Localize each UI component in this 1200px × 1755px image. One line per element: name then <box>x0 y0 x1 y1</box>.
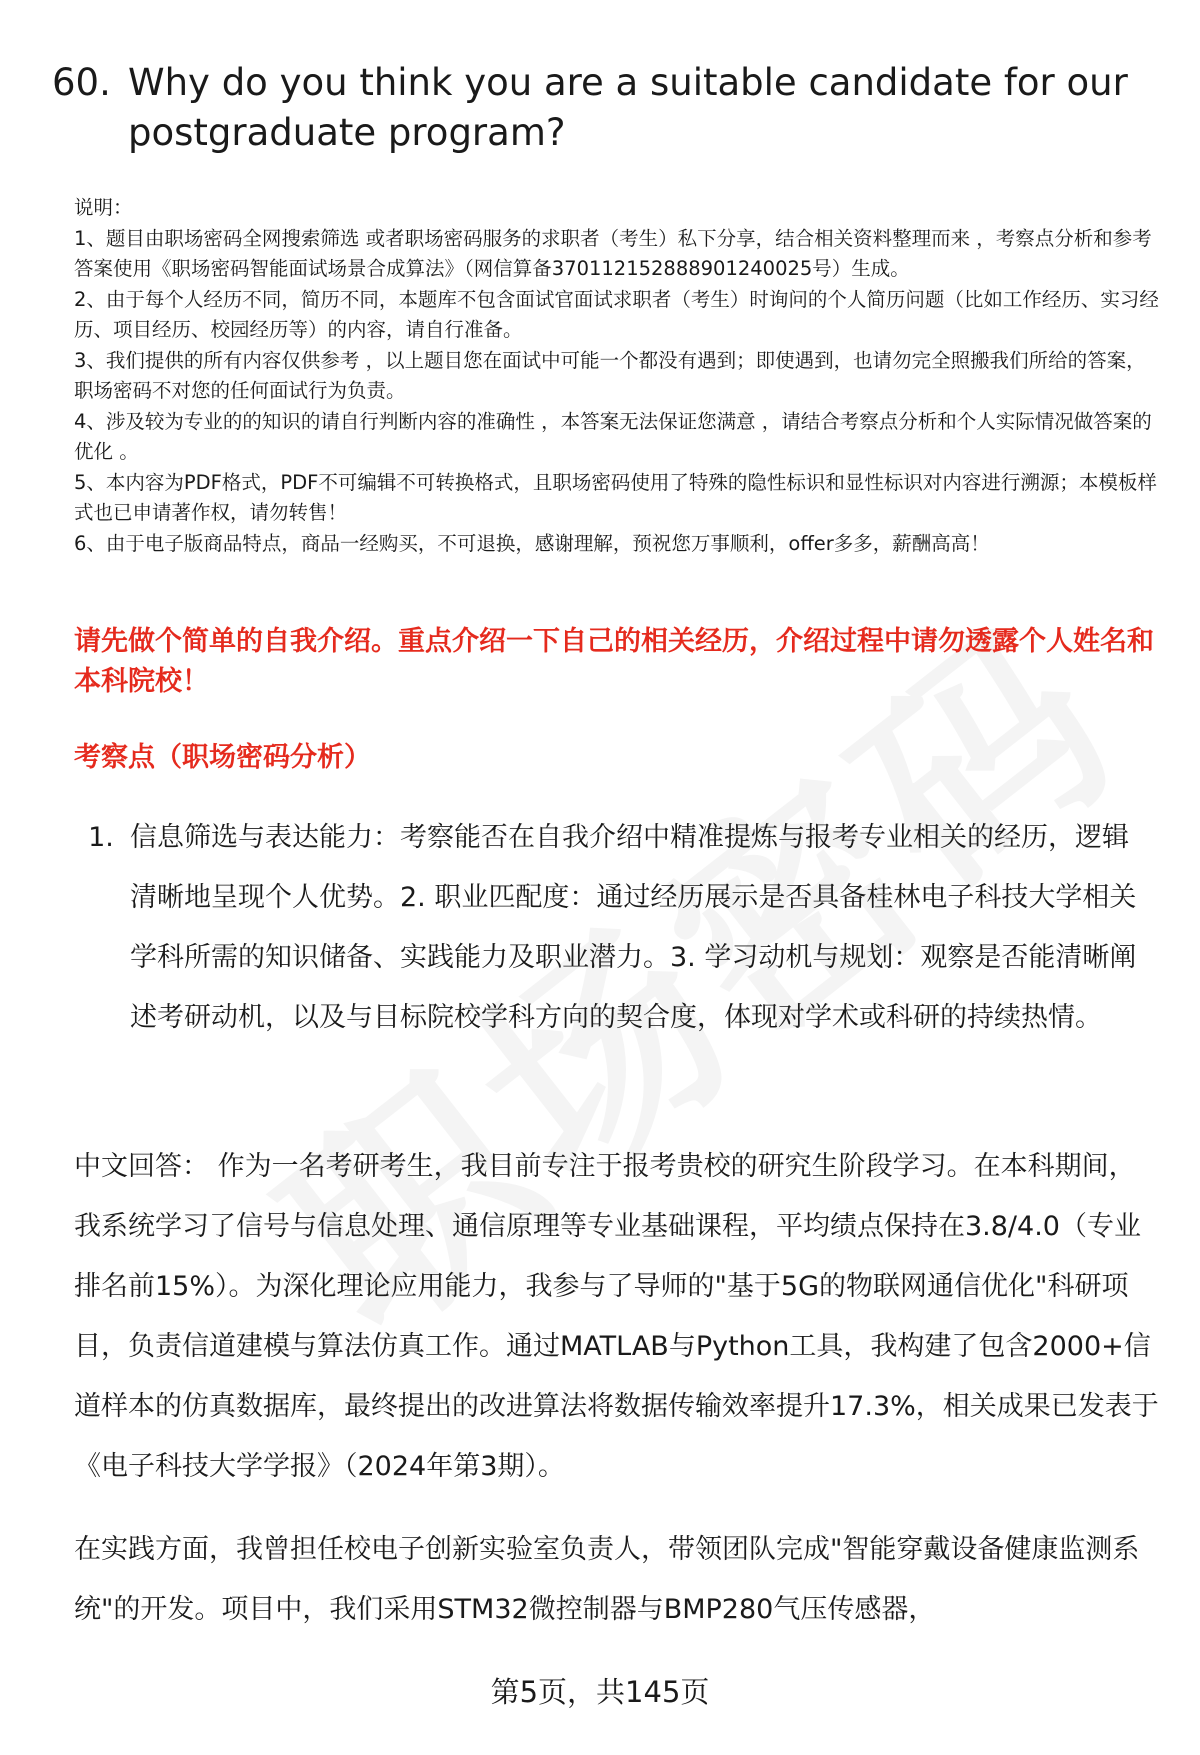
answer-paragraph-2: 在实践方面，我曾担任校电子创新实验室负责人，带领团队完成"智能穿戴设备健康监测系统"的开发。项目中，我们采用STM32微控制器与BMP280气压传感器， <box>74 1534 1140 1625</box>
page-number: 第5页，共145页 <box>490 1675 710 1709</box>
notes-item-5: 5、本内容为PDF格式，PDF不可编辑不可转换格式，且职场密码使用了特殊的隐性标识和显性标识对内容进行溯源；本模板样式也已申请著作权，请勿转售！ <box>74 470 1157 524</box>
notes-item-4: 4、涉及较为专业的的知识的请自行判断内容的准确性 ，本答案无法保证您满意 ，请结合考察点分析和个人实际情况做答案的优化 。 <box>74 409 1152 463</box>
analysis-item-number: 1. <box>88 822 114 853</box>
interview-prompt: 请先做个简单的自我介绍。重点介绍一下自己的相关经历，介绍过程中请勿透露个人姓名和本科院校！ <box>74 626 1154 697</box>
analysis-title: 考察点（职场密码分析） <box>74 742 371 773</box>
answer-paragraph-1: 中文回答： 作为一名考研考生，我目前专注于报考贵校的研究生阶段学习。在本科期间，我系统学习了信号与信息处理、通信原理等专业基础课程，平均绩点保持在3.8/4.0（专业排名前15%）。为深化理论应用能力，我参与了导师的"基于5G的物联网通信优化"科研项目，负责信道建模与算法仿真工作。通过MATLAB与Python工具，我构建了包含2000+信道样本的仿真数据库，最终提出的改进算法将数据传输效率提升17.3%，相关成果已发表于《电子科技大学学报》（2024年第3期）。 <box>74 1151 1159 1482</box>
notes-heading: 说明： <box>74 196 133 219</box>
disclaimer-notes <box>74 193 1159 559</box>
notes-item-6: 6、由于电子版商品特点，商品一经购买，不可退换，感谢理解，预祝您万事顺利，offer多多，薪酬高高！ <box>74 531 990 555</box>
notes-item-1: 1、题目由职场密码全网搜索筛选 或者职场密码服务的求职者（考生）私下分享，结合相关资料整理而来 ，考察点分析和参考答案使用《职场密码智能面试场景合成算法》（网信算备370112152888901240025号）生成。 <box>74 226 1152 280</box>
question-text: Why do you think you are a suitable candidate for our postgraduate program? <box>128 61 1128 154</box>
notes-item-2: 2、由于每个人经历不同，简历不同，本题库不包含面试官面试求职者（考生）时询问的个人简历问题（比如工作经历、实习经历、项目经历、校园经历等）的内容，请自行准备。 <box>74 287 1159 341</box>
question-title <box>52 58 1132 158</box>
question-number: 60. <box>52 61 111 104</box>
notes-item-3: 3、我们提供的所有内容仅供参考 ，以上题目您在面试中可能一个都没有遇到；即使遇到，也请勿完全照搬我们所给的答案，职场密码不对您的任何面试行为负责。 <box>74 348 1146 402</box>
analysis-list-item <box>74 808 1154 1048</box>
analysis-item-text: 信息筛选与表达能力：考察能否在自我介绍中精准提炼与报考专业相关的经历，逻辑清晰地呈现个人优势。2. 职业匹配度：通过经历展示是否具备桂林电子科技大学相关学科所需的知识储备、实践能力及职业潜力。3. 学习动机与规划：观察是否能清晰阐述考研动机，以及与目标院校学科方向的契合度，体现对学术或科研的持续热情。 <box>130 822 1137 1033</box>
